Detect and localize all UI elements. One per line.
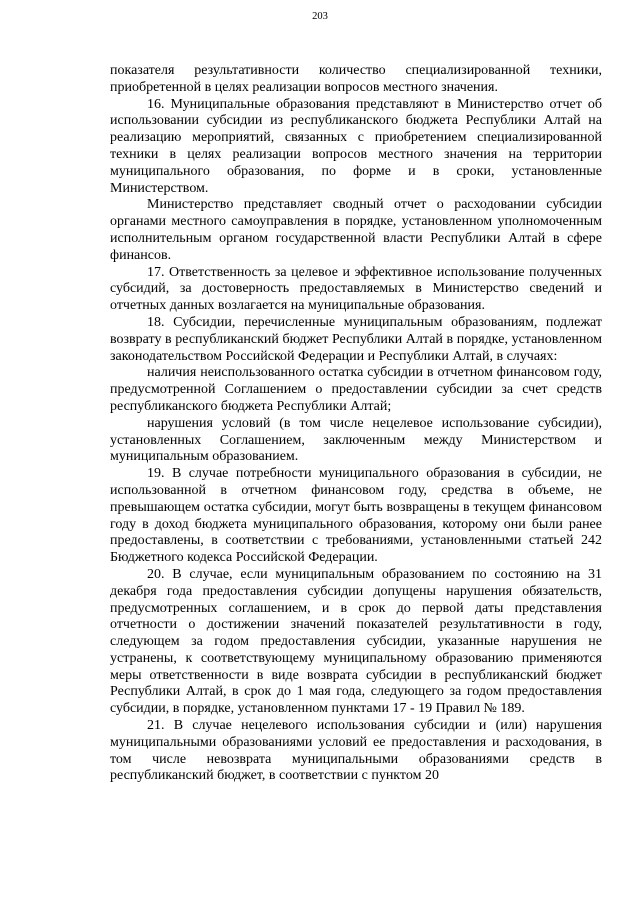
paragraph-19: 19. В случае потребности муниципального образования в субсидии, не использованной в отчетном финансовом году, средства в объеме, не превышающем остатка субсидии, могут быть возвращены в текущем финансовом году в доход бюджета муниципального образования, которому они были ранее предоставлены, в соответствии с требованиями, установленными статьей 242 Бюджетного кодекса Российской Федерации. bbox=[110, 466, 602, 566]
paragraph-continuation: показателя результативности количество специализированной техники, приобретенной в целях реализации вопросов местного значения. bbox=[110, 63, 602, 95]
paragraph-17: 17. Ответственность за целевое и эффективное использование полученных субсидий, за достоверность предоставляемых в Министерство сведений и отчетных данных возлагается на муниципальные образования. bbox=[110, 264, 602, 314]
paragraph-18-case-violation: нарушения условий (в том числе нецелевое использование субсидии), установленных Соглашением, заключенным между Министерством и муниципальным образованием. bbox=[110, 415, 602, 465]
paragraph-18-case-unused-balance: наличия неиспользованного остатка субсидии в отчетном финансовом году, предусмотренной Соглашением о предоставлении субсидии за счет средств республиканского бюджета Республики Алтай; bbox=[110, 365, 602, 414]
paragraph-21: 21. В случае нецелевого использования субсидии и (или) нарушения муниципальными образованиями условий ее предоставления и расходования, в том числе невозврата муниципальными образованиями средств в республиканский бюджет, в соответствии с пунктом 20 bbox=[110, 718, 602, 784]
page-number: 203 bbox=[312, 11, 328, 22]
paragraph-20: 20. В случае, если муниципальным образованием по состоянию на 31 декабря года предоставления субсидии допущены нарушения обязательств, предусмотренных соглашением, и в срок до первой даты представления отчетности о достижении значений показателей результативности в году, следующем за годом предоставления субсидии, указанные нарушения не устранены, к соответствующему муниципальному образованию применяются меры ответственности в виде возврата субсидии в республиканский бюджет Республики Алтай, в срок до 1 мая года, следующего за годом предоставления субсидии, в порядке, установленном пунктами 17 - 19 Правил № 189. bbox=[110, 566, 602, 717]
paragraph-ministry-report: Министерство представляет сводный отчет о расходовании субсидии органами местного самоуправления в порядке, установленном уполномоченным исполнительным органом государственной власти Республики Алтай в сфере финансов. bbox=[110, 197, 602, 263]
paragraph-16: 16. Муниципальные образования представляют в Министерство отчет об использовании субсидии из республиканского бюджета Республики Алтай на реализацию мероприятий, связанных с приобретением специализированной техники в целях реализации вопросов местного значения на территории муниципального образования, по форме и в сроки, установленные Министерством. bbox=[110, 96, 602, 196]
paragraph-18: 18. Субсидии, перечисленные муниципальным образованиям, подлежат возврату в республиканский бюджет Республики Алтай в порядке, установленном законодательством Российской Федерации и Республики Алтай, в случаях: bbox=[110, 314, 602, 364]
document-body bbox=[110, 63, 602, 785]
